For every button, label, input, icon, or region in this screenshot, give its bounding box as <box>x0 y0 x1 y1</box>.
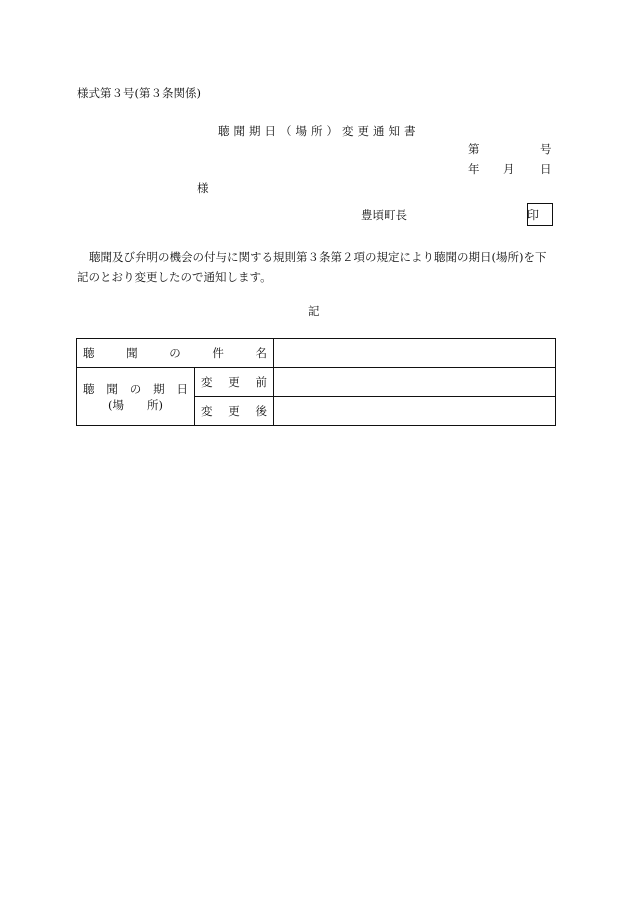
after-label: 変 更 後 <box>201 404 267 418</box>
seal-mark: 印 <box>527 208 540 222</box>
datetime-label: 聴 聞 の 期 日 (場 所) <box>83 381 188 412</box>
issuer-name: 豊頃町長 <box>361 208 407 222</box>
table-row <box>77 339 556 368</box>
form-number: 様式第３号(第３条関係) <box>77 86 201 100</box>
before-label: 変 更 前 <box>201 375 267 389</box>
number-label-prefix: 第 <box>468 142 480 156</box>
addressee-suffix: 様 <box>197 181 209 195</box>
seal-box <box>527 203 553 226</box>
document-title: 聴聞期日（場所）変更通知書 <box>218 124 420 138</box>
before-value-cell[interactable] <box>274 368 556 397</box>
date-day-label: 日 <box>540 162 552 176</box>
body-text: 聴聞及び弁明の機会の付与に関する規則第３条第２項の規定により聴聞の期日(場所)を下記のとおり変更したので通知します。 <box>77 250 547 284</box>
table-row <box>77 368 556 397</box>
case-name-label: 聴 聞 の 件 名 <box>83 346 267 360</box>
date-year-label: 年 <box>468 162 480 176</box>
case-name-label-cell <box>77 339 274 368</box>
before-label-cell <box>195 368 274 397</box>
ki-heading: 記 <box>308 304 320 318</box>
number-label-suffix: 号 <box>540 142 552 156</box>
record-table <box>76 338 556 426</box>
date-month-label: 月 <box>503 162 515 176</box>
case-name-value-cell[interactable] <box>274 339 556 368</box>
place-label: (場 所) <box>108 397 163 412</box>
after-label-cell <box>195 397 274 426</box>
after-value-cell[interactable] <box>274 397 556 426</box>
datetime-label-cell <box>77 368 195 426</box>
